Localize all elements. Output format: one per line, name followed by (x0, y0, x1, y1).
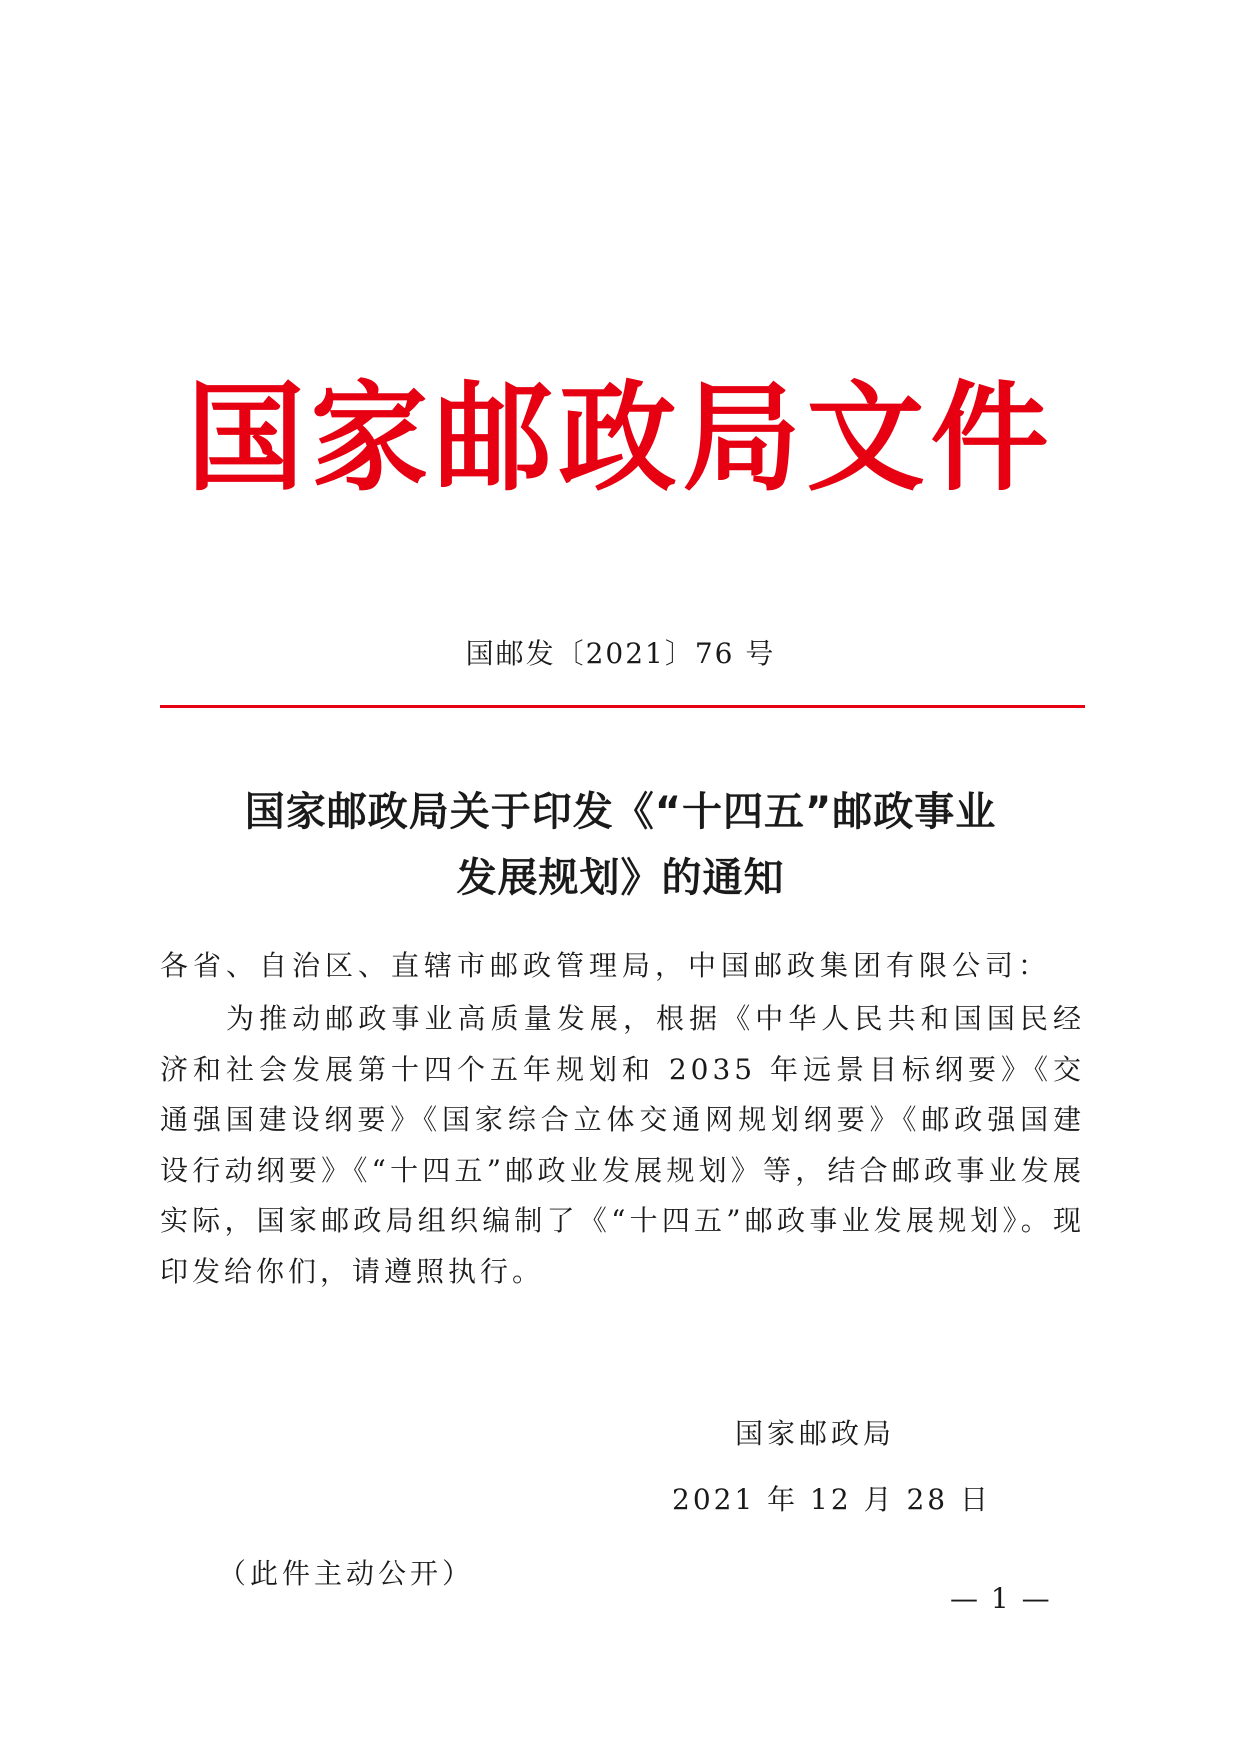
issue-date: 2021 年 12 月 28 日 (672, 1483, 992, 1516)
document-title-line-1: 国家邮政局关于印发《“十四五”邮政事业 (244, 789, 997, 835)
disclosure-note: （此件主动公开） (218, 1557, 475, 1590)
document-masthead: 国家邮政局文件 (186, 369, 1055, 507)
salutation: 各省、自治区、直辖市邮政管理局，中国邮政集团有限公司： (160, 949, 1052, 982)
document-title-line-2: 发展规划》的通知 (456, 855, 785, 901)
page-number: — 1 — (950, 1582, 1052, 1615)
red-divider-line (160, 705, 1085, 708)
body-paragraph: 为推动邮政事业高质量发展，根据《中华人民共和国国民经济和社会发展第十四个五年规划和 2035 年远景目标纲要》《交通强国建设纲要》《国家综合立体交通网规划纲要》《邮政强国建设行动纲要》《“十四五”邮政业发展规划》等，结合邮政事业发展实际，国家邮政局组织编制了《“十四五”邮政事业发展规划》。现印发给你们，请遵照执行。 (160, 1002, 1085, 1288)
document-number: 国邮发〔2021〕76 号 (465, 637, 776, 670)
issuer-signature: 国家邮政局 (735, 1417, 896, 1450)
